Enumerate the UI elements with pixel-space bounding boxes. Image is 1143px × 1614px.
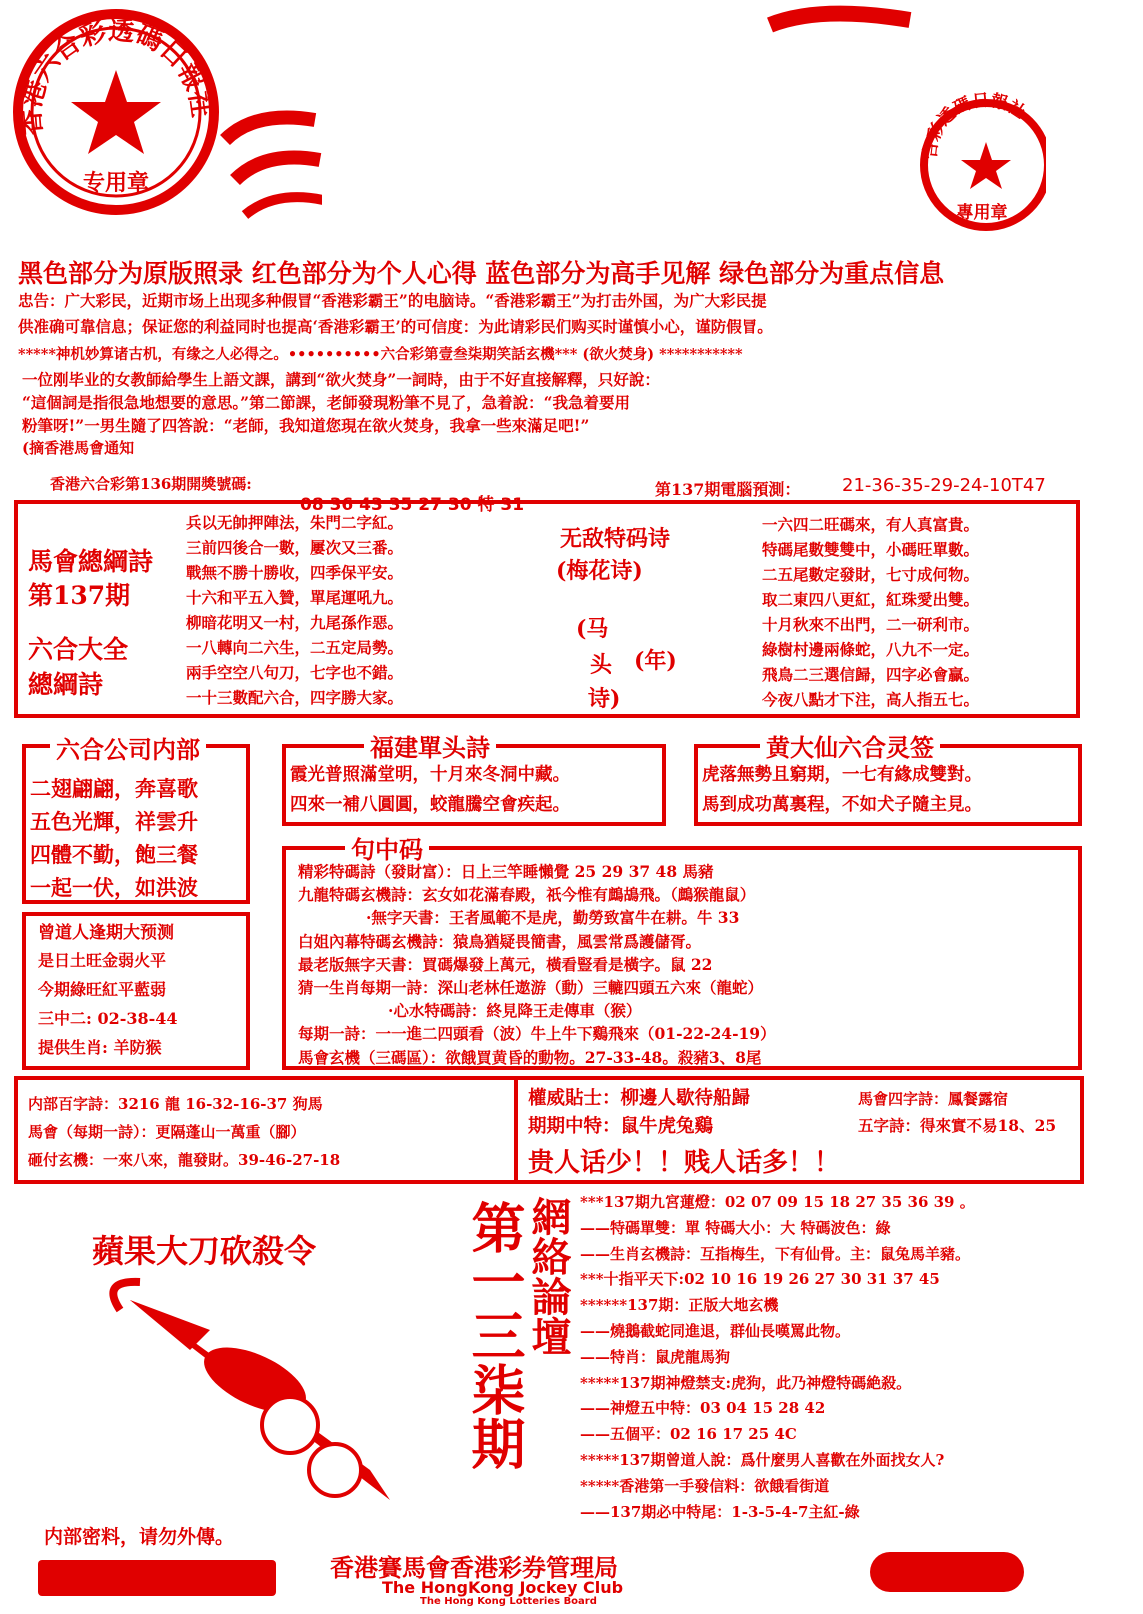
forum-line: ***137期九宮蓮燈：02 07 09 15 18 27 35 36 39 。 <box>580 1193 975 1211</box>
fujian-line: 四來一補八圓圓，蛟龍騰空會疾起。 <box>290 795 570 815</box>
forum-line: ******137期：正版大地玄機 <box>580 1296 779 1315</box>
juzhong-title: 句中码 <box>345 830 429 865</box>
center-poem-title: 无敌特码诗 <box>560 526 671 552</box>
poem-line: 一六四二旺碼來，有人真富貴。 <box>762 515 980 534</box>
juzhong-line: 九龍特碼玄機詩：玄女如花滿春殿，祇今惟有鷓鴣飛。（鷓猴龍鼠） <box>298 885 756 905</box>
footer-org-en-2: The Hong Kong Lotteries Board <box>420 1596 597 1607</box>
poem-title: 馬會總綱詩 <box>28 547 154 576</box>
poem-line: 今夜八點才下注，高人指五七。 <box>762 690 980 709</box>
forum-line: ——神燈五中特：03 04 15 28 42 <box>580 1399 826 1418</box>
seal-small-center: 專用章 <box>956 203 1008 223</box>
joke-line: 一位刚毕业的女教師給學生上語文課，講到“欲火焚身”一詞時，由于不好直接解釋，只好說： <box>22 370 660 389</box>
daoren-title: 曾道人逢期大预测 <box>38 923 174 943</box>
svg-text:合彩透碼日報社 <box>919 90 1029 159</box>
center-poem-subtitle: (梅花诗) <box>556 558 643 584</box>
juzhong-line: 馬會玄機（三碼區）：欲餓買黄昏的動物。27-33-48。殺豬3、8尾 <box>298 1047 762 1067</box>
daoren-line: 三中二: 02-38-44 <box>38 1009 178 1028</box>
poem-issue: 第137期 <box>28 581 131 610</box>
tip-line: 期期中特：鼠牛虎兔鷄 <box>528 1116 714 1137</box>
center-note: (马 <box>576 616 609 642</box>
poem-line: 取二東四八更紅，紅珠愛出雙。 <box>762 590 980 609</box>
poem-line: 柳暗花明又一村，九尾孫作惡。 <box>186 613 404 632</box>
poem-line: 三前四後合一數，屢次又三番。 <box>186 538 404 557</box>
internal-lines <box>28 1090 340 1174</box>
last-draw-numbers: 08 36 43 35 27 30 特 31 <box>300 495 525 515</box>
daoren-line: 是日土旺金弱火平 <box>38 951 167 970</box>
color-legend: 黑色部分为原版照录 红色部分为个人心得 蓝色部分为高手见解 绿色部分为重点信息 <box>18 259 945 288</box>
poem-line: 綠樹村邊兩條蛇，八九不一定。 <box>762 640 980 659</box>
forum-line: *****137期神燈禁支:虎狗，此乃神燈特碼絶殺。 <box>580 1373 912 1392</box>
poem-line: 兵以无帥押陣法，朱門二字紅。 <box>186 513 404 532</box>
poem-line: 特碼尾數雙雙中，小碼旺單數。 <box>762 540 980 559</box>
company-title: 六合公司内部 <box>50 730 206 765</box>
forum-lines <box>580 1190 975 1525</box>
notice-line-2: 供准确可靠信息；保证您的利益同时也提高‘香港彩霸王’的可信度：为此请彩民们购买时谨慎小心，谨防假冒。 <box>18 317 773 336</box>
juzhong-line: 每期一詩：一一進二四頭看（波）牛上牛下鷄飛來（01-22-24-19） <box>298 1024 776 1044</box>
internal-line: 砸付玄機：一來八來，龍發財。39-46-27-18 <box>28 1151 341 1169</box>
joke-line: “這個詞是指很急地想要的意思。”第二節課，老師發現粉筆不見了，急着說：“我急着要用 <box>22 393 630 412</box>
seal-small <box>916 90 1046 240</box>
footer-bar-left <box>38 1560 276 1596</box>
forum-line: ——特碼單雙：單 特碼大小：大 特碼波色：綠 <box>580 1218 891 1237</box>
huangdaxian-line: 馬到成功萬裏程，不如犬子隨主見。 <box>702 795 982 815</box>
poem-line: 一八轉向二六生，二五定局勢。 <box>186 638 404 657</box>
secret-note: 内部密料，请勿外傳。 <box>44 1526 235 1548</box>
footer-bar-right <box>870 1552 1024 1592</box>
forum-banner <box>524 1196 570 1356</box>
poem-title: 總綱詩 <box>28 670 104 699</box>
forum-line: ——137期必中特尾：1-3-5-4-7主紅-綠 <box>580 1502 860 1521</box>
notice-line-1: 忠告：广大彩民，近期市场上出现多种假冒“香港彩霸王”的电脑诗。“香港彩霸王”为打击外国，为广大彩民提 <box>18 291 767 310</box>
poem-line: 十月秋來不出門，二一研利市。 <box>762 615 980 634</box>
seal-center-text: 专用章 <box>82 171 150 196</box>
prediction-label: 第137期電腦預測： <box>655 480 801 499</box>
huangdaxian-title: 黄大仙六合灵签 <box>760 728 940 763</box>
center-note: 诗) <box>588 686 621 712</box>
poem-line: 十六和平五入贊，單尾運吼九。 <box>186 588 404 607</box>
poem-right-column <box>762 512 979 712</box>
poem-line: 二五尾數定發財，七寸成何物。 <box>762 565 980 584</box>
header-decoration-left <box>215 20 325 220</box>
forum-line: *****香港第一手發信料：欲餓看街道 <box>580 1476 830 1495</box>
juzhong-line: 白姐內幕特碼玄機詩：猿鳥猶疑畏簡書，風雲常爲護儲胥。 <box>298 931 702 951</box>
poem-line: 兩手空空八句刀，七字也不錯。 <box>186 663 404 682</box>
fujian-lines <box>290 760 570 820</box>
seal-ring-text: 香港六合彩透碼日報社 <box>16 16 216 137</box>
juzhong-line: 猜一生肖每期一詩：深山老林任遨游（動）三轆四頭五六來（龍蛇） <box>298 978 764 998</box>
juzhong-line: ·無字天書：王者風範不是虎，勤勞致富牛在耕。牛 33 <box>366 908 740 928</box>
last-draw-label: 香港六合彩第136期開獎號碼: <box>50 475 252 493</box>
star-icon <box>961 142 1011 189</box>
slogan: 贵人话少！！贱人话多！！ <box>528 1148 841 1178</box>
tip-line: 五字詩：得來實不易18、25 <box>858 1116 1057 1135</box>
daoren-line: 今期綠旺紅平藍弱 <box>38 980 167 999</box>
internal-line: 内部百字詩：3216 龍 16-32-16-37 狗馬 <box>28 1095 323 1113</box>
fujian-line: 霞光普照滿堂明，十月來冬洞中藏。 <box>290 765 570 785</box>
tip-line: 權威貼士：柳邊人歇待船歸 <box>528 1088 751 1109</box>
prediction-numbers: 21-36-35-29-24-10T47 <box>842 475 1046 496</box>
forum-line: *****137期曾道人說：爲什麼男人喜歡在外面找女人? <box>580 1450 945 1469</box>
forum-line: ——特肖：鼠虎龍馬狗 <box>580 1347 731 1366</box>
footer-org-cn: 香港賽馬會香港彩券管理局 <box>330 1553 618 1582</box>
issue-number: 第一三柒期 <box>463 1200 526 1470</box>
sword-icon <box>90 1270 430 1520</box>
fujian-title: 福建單头詩 <box>364 728 496 763</box>
forum-line: ——五個平：02 16 17 25 4C <box>580 1425 797 1444</box>
tips-divider <box>514 1076 518 1184</box>
footer-org-en: The HongKong Jockey Club <box>382 1578 624 1597</box>
company-line: 四體不勤，飽三餐 <box>30 842 198 867</box>
forum-line: ***十指平天下:02 10 16 19 26 27 30 31 37 45 <box>580 1270 940 1289</box>
forum-line: ——生肖玄機詩：互指梅生，下有仙骨。主：鼠兔馬羊豬。 <box>580 1244 971 1263</box>
center-note: 头 <box>590 652 613 678</box>
internal-line: 馬會（每期一詩）：更隔蓬山一萬重（腳） <box>28 1123 306 1141</box>
seal-large <box>12 8 220 216</box>
daoren-lines <box>38 946 178 1062</box>
juzhong-lines <box>298 860 776 1069</box>
poem-mid-column <box>186 510 403 710</box>
company-line: 五色光輝，祥雲升 <box>30 809 198 834</box>
juzhong-line: 精彩特碼詩（發財富）：日上三竿睡懶覺 25 29 37 48 馬豬 <box>298 862 714 881</box>
joke-source: (摘香港馬會通知 <box>22 439 135 457</box>
joke-line: 粉筆呀!”一男生隨了四答說：“老師，我知道您現在欲火焚身，我拿一些來滿足吧!” <box>22 416 590 435</box>
header-decoration-top <box>760 0 920 50</box>
poem-line: 戰無不勝十勝收，四季保平安。 <box>186 563 404 582</box>
star-icon <box>71 70 161 154</box>
forum-line: ——燒鵝截蛇同進退，群仙長嘆罵此物。 <box>580 1321 851 1340</box>
center-note: (年) <box>634 648 677 674</box>
juzhong-line: 最老版無字天書：買碼爆發上萬元，橫看豎看是橫字。鼠 22 <box>298 954 713 974</box>
daoren-line: 提供生肖: 羊防猴 <box>38 1038 162 1057</box>
poem-line: 飛鳥二三選信歸，四字必會贏。 <box>762 665 980 684</box>
huangdaxian-line: 虎落無勢且窮期，一七有緣成雙對。 <box>702 765 982 785</box>
seal-small-ring-text: 合彩透碼日報社 <box>920 90 1029 160</box>
joke-title: *****神机妙算诸古机，有缘之人必得之。••••••••••六合彩第壹叁柒期笑話玄機*** (欲火焚身) *********** <box>18 346 743 363</box>
poem-title: 六合大全 <box>28 635 129 664</box>
huangdaxian-lines <box>702 760 982 820</box>
sword-title: 蘋果大刀砍殺令 <box>92 1232 317 1270</box>
forum-banner-text: 網絡論壇 <box>525 1196 572 1356</box>
tip-line: 馬會四字詩：鳳餐露宿 <box>858 1090 1009 1108</box>
juzhong-line: ·心水特碼詩：終見降王走傳車（猴） <box>388 1001 642 1021</box>
company-line: 一起一伏，如洪波 <box>30 875 198 900</box>
poem-line: 一十三數配六合，四字勝大家。 <box>186 688 404 707</box>
issue-number-vertical <box>462 1200 526 1470</box>
company-lines <box>30 772 198 904</box>
company-line: 二翅翩翩，奔喜歌 <box>30 776 198 801</box>
